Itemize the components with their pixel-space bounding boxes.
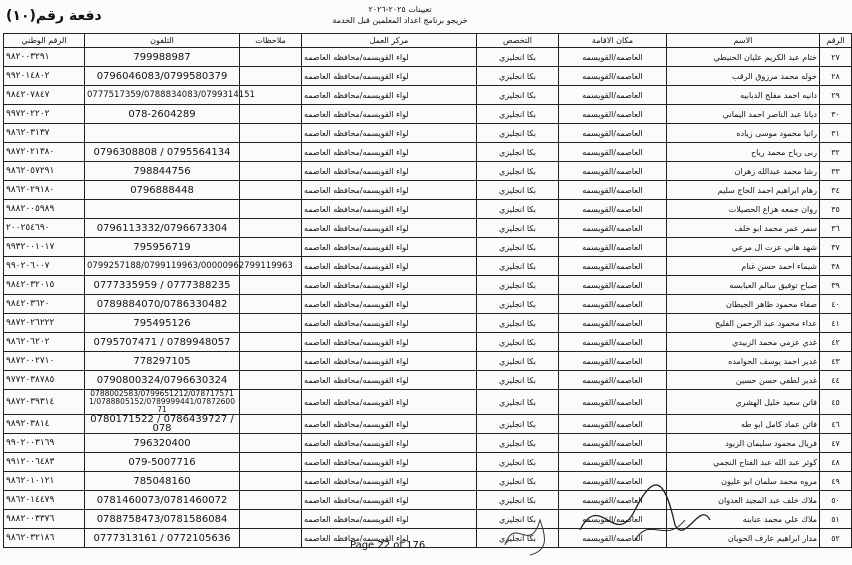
row-name: كوثر عبد الله عبد الفتاح النجمي bbox=[667, 453, 820, 472]
row-residence: العاصمه/القويسمه bbox=[559, 143, 667, 162]
table-row bbox=[4, 105, 852, 124]
table-row bbox=[4, 491, 852, 510]
row-name: غدير احمد يوسف الحوامده bbox=[667, 352, 820, 371]
row-specialty: بكا انجليزي bbox=[477, 371, 559, 390]
row-workplace: لواء القويسمه/محافظه العاصمه bbox=[302, 105, 477, 124]
row-notes bbox=[240, 181, 302, 200]
table-row bbox=[4, 453, 852, 472]
row-num: ٢٨ bbox=[820, 67, 852, 86]
row-phone bbox=[85, 124, 240, 143]
row-national-id: ٩٨٦٢٠٢٩١٨٠ bbox=[4, 181, 85, 200]
row-specialty: بكا انجليزي bbox=[477, 143, 559, 162]
row-workplace: لواء القويسمه/محافظه العاصمه bbox=[302, 257, 477, 276]
table-row bbox=[4, 238, 852, 257]
row-specialty: بكا انجليزي bbox=[477, 238, 559, 257]
row-specialty: بكا انجليزي bbox=[477, 181, 559, 200]
table-row bbox=[4, 314, 852, 333]
row-num: ٣٠ bbox=[820, 105, 852, 124]
row-workplace: لواء القويسمه/محافظه العاصمه bbox=[302, 352, 477, 371]
row-name: خوله محمد مرزوق الرقب bbox=[667, 67, 820, 86]
row-specialty: بكا انجليزي bbox=[477, 510, 559, 529]
row-phone: 0799257188/0799119963/00000962799119963 bbox=[85, 257, 240, 276]
row-notes bbox=[240, 371, 302, 390]
row-phone: 079-5007716 bbox=[85, 453, 240, 472]
row-phone: 0796046083/0799580379 bbox=[85, 67, 240, 86]
row-specialty: بكا انجليزي bbox=[477, 333, 559, 352]
row-num: ٤٢ bbox=[820, 333, 852, 352]
row-num: ٣١ bbox=[820, 124, 852, 143]
row-specialty: بكا انجليزي bbox=[477, 105, 559, 124]
row-national-id: ٩٩٠٢٠٠٣١٦٩ bbox=[4, 434, 85, 453]
row-notes bbox=[240, 333, 302, 352]
table-row bbox=[4, 276, 852, 295]
document-header bbox=[300, 4, 500, 26]
row-residence: العاصمه/القويسمه bbox=[559, 238, 667, 257]
row-national-id: ٩٨٦٢٠٦٢٠٢ bbox=[4, 333, 85, 352]
stamp-mark bbox=[500, 505, 555, 560]
row-num: ٤٦ bbox=[820, 415, 852, 434]
row-workplace: لواء القويسمه/محافظه العاصمه bbox=[302, 162, 477, 181]
row-residence: العاصمه/القويسمه bbox=[559, 257, 667, 276]
row-phone: 0796888448 bbox=[85, 181, 240, 200]
row-residence: العاصمه/القويسمه bbox=[559, 162, 667, 181]
row-national-id: ٩٨٧٢٠٢٦٢٢٢ bbox=[4, 314, 85, 333]
row-name: ملاك علي محمد عنابنه bbox=[667, 510, 820, 529]
row-national-id: ٩٩٠٢٠٦٠٠٧ bbox=[4, 257, 85, 276]
row-specialty: بكا انجليزي bbox=[477, 491, 559, 510]
row-name: عداء محمود عبد الرحمن الفليح bbox=[667, 314, 820, 333]
row-phone: 0780171522 / 0786439727 / 078 bbox=[85, 415, 240, 434]
table-row bbox=[4, 219, 852, 238]
row-num: ٣٨ bbox=[820, 257, 852, 276]
row-num: ٤٧ bbox=[820, 434, 852, 453]
row-national-id: ٩٧٧٢٠٣٨٧٨٥ bbox=[4, 371, 85, 390]
row-phone: 778297105 bbox=[85, 352, 240, 371]
row-num: ٣٣ bbox=[820, 162, 852, 181]
row-phone: 0796308808 / 0795564134 bbox=[85, 143, 240, 162]
appointments-table bbox=[3, 33, 852, 548]
row-name: رشا محمد عبدالله زهران bbox=[667, 162, 820, 181]
row-specialty: بكا انجليزي bbox=[477, 434, 559, 453]
row-workplace: لواء القويسمه/محافظه العاصمه bbox=[302, 295, 477, 314]
row-notes bbox=[240, 200, 302, 219]
row-phone: 0777517359/0788834083/0799314151 bbox=[85, 86, 240, 105]
row-phone: 0777335959 / 0777388235 bbox=[85, 276, 240, 295]
table-row bbox=[4, 510, 852, 529]
row-notes bbox=[240, 529, 302, 548]
row-national-id: ٩٨٦٢٠٥٧٢٩١ bbox=[4, 162, 85, 181]
row-name: شهد هاني عزت ال مرعي bbox=[667, 238, 820, 257]
row-phone: 0795707471 / 0789948057 bbox=[85, 333, 240, 352]
table-row bbox=[4, 333, 852, 352]
row-notes bbox=[240, 510, 302, 529]
row-notes bbox=[240, 143, 302, 162]
row-workplace: لواء القويسمه/محافظه العاصمه bbox=[302, 314, 477, 333]
row-residence: العاصمه/القويسمه bbox=[559, 219, 667, 238]
row-name: صفاء محمود طاهر الجيطان bbox=[667, 295, 820, 314]
col-num-header: الرقم bbox=[820, 34, 852, 48]
table-row bbox=[4, 124, 852, 143]
row-notes bbox=[240, 67, 302, 86]
row-residence: العاصمه/القويسمه bbox=[559, 352, 667, 371]
table-header-row bbox=[4, 34, 852, 48]
row-notes bbox=[240, 238, 302, 257]
row-specialty: بكا انجليزي bbox=[477, 529, 559, 548]
row-workplace: لواء القويسمه/محافظه العاصمه bbox=[302, 491, 477, 510]
row-residence: العاصمه/القويسمه bbox=[559, 453, 667, 472]
row-name: ملاك خلف عبد المجيد العدوان bbox=[667, 491, 820, 510]
table-row bbox=[4, 295, 852, 314]
row-workplace: لواء القويسمه/محافظه العاصمه bbox=[302, 333, 477, 352]
row-workplace: لواء القويسمه/محافظه العاصمه bbox=[302, 415, 477, 434]
row-specialty: بكا انجليزي bbox=[477, 86, 559, 105]
table-row bbox=[4, 162, 852, 181]
row-name: شيماء احمد حسن غنام bbox=[667, 257, 820, 276]
row-notes bbox=[240, 491, 302, 510]
row-num: ٤٩ bbox=[820, 472, 852, 491]
page-number: Page 22 of 176 bbox=[350, 540, 426, 551]
signature-mark bbox=[575, 470, 715, 555]
row-name: صباح توفيق سالم العبابسه bbox=[667, 276, 820, 295]
row-phone: 0789884070/0786330482 bbox=[85, 295, 240, 314]
row-name: فاتن عماد كامل ابو طه bbox=[667, 415, 820, 434]
row-name: مروه محمد سلمان ابو عليون bbox=[667, 472, 820, 491]
row-name: روان جمعه هزاع الحصيلات bbox=[667, 200, 820, 219]
row-residence: العاصمه/القويسمه bbox=[559, 86, 667, 105]
row-notes bbox=[240, 352, 302, 371]
row-workplace: لواء القويسمه/محافظه العاصمه bbox=[302, 238, 477, 257]
row-national-id: ٩٨٦٢٠١٤٤٧٩ bbox=[4, 491, 85, 510]
row-specialty: بكا انجليزي bbox=[477, 295, 559, 314]
row-national-id: ٩٨٦٢٠١٠١٢١ bbox=[4, 472, 85, 491]
row-workplace: لواء القويسمه/محافظه العاصمه bbox=[302, 124, 477, 143]
table-row bbox=[4, 257, 852, 276]
row-num: ٤٥ bbox=[820, 390, 852, 415]
row-residence: العاصمه/القويسمه bbox=[559, 434, 667, 453]
row-num: ٥٢ bbox=[820, 529, 852, 548]
table-row bbox=[4, 67, 852, 86]
row-national-id: ٩٩٢٠١٤٨٠٢ bbox=[4, 67, 85, 86]
row-name: فريال محمود سليمان الزيود bbox=[667, 434, 820, 453]
row-notes bbox=[240, 276, 302, 295]
row-workplace: لواء القويسمه/محافظه العاصمه bbox=[302, 371, 477, 390]
table-row bbox=[4, 86, 852, 105]
table-row bbox=[4, 529, 852, 548]
row-notes bbox=[240, 314, 302, 333]
col-workplace-header: مركز العمل bbox=[302, 34, 477, 48]
row-workplace: لواء القويسمه/محافظه العاصمه bbox=[302, 434, 477, 453]
row-workplace: لواء القويسمه/محافظه العاصمه bbox=[302, 510, 477, 529]
row-residence: العاصمه/القويسمه bbox=[559, 472, 667, 491]
row-phone: 796320400 bbox=[85, 434, 240, 453]
row-num: ٣٥ bbox=[820, 200, 852, 219]
row-notes bbox=[240, 105, 302, 124]
col-phone-header: التلفون bbox=[85, 34, 240, 48]
row-workplace: لواء القويسمه/محافظه العاصمه bbox=[302, 529, 477, 548]
row-notes bbox=[240, 124, 302, 143]
table-row bbox=[4, 415, 852, 434]
table-row bbox=[4, 352, 852, 371]
row-specialty: بكا انجليزي bbox=[477, 200, 559, 219]
row-notes bbox=[240, 295, 302, 314]
row-specialty: بكا انجليزي bbox=[477, 352, 559, 371]
row-name: سمر عمر محمد ابو خلف bbox=[667, 219, 820, 238]
row-num: ٥٠ bbox=[820, 491, 852, 510]
row-residence: العاصمه/القويسمه bbox=[559, 510, 667, 529]
row-notes bbox=[240, 162, 302, 181]
row-national-id: ٩٨٢٠٠٣٢٩١ bbox=[4, 48, 85, 67]
row-num: ٣٩ bbox=[820, 276, 852, 295]
row-specialty: بكا انجليزي bbox=[477, 257, 559, 276]
table-row bbox=[4, 181, 852, 200]
row-num: ٣٧ bbox=[820, 238, 852, 257]
row-notes bbox=[240, 219, 302, 238]
row-national-id: ٩٨٨٢٠٠٥٩٨٩ bbox=[4, 200, 85, 219]
row-num: ٣٤ bbox=[820, 181, 852, 200]
row-national-id: ٩٩٧٢٠٢٢٠٢ bbox=[4, 105, 85, 124]
row-num: ٤١ bbox=[820, 314, 852, 333]
row-residence: العاصمه/القويسمه bbox=[559, 415, 667, 434]
row-residence: العاصمه/القويسمه bbox=[559, 67, 667, 86]
row-name: غدير لطفي حسن حسين bbox=[667, 371, 820, 390]
row-specialty: بكا انجليزي bbox=[477, 162, 559, 181]
row-name: رهام ابراهيم احمد الحاج سليم bbox=[667, 181, 820, 200]
row-residence: العاصمه/القويسمه bbox=[559, 371, 667, 390]
row-specialty: بكا انجليزي bbox=[477, 415, 559, 434]
row-phone: 0790800324/0796630324 bbox=[85, 371, 240, 390]
row-residence: العاصمه/القويسمه bbox=[559, 295, 667, 314]
col-nid-header: الرقم الوطني bbox=[4, 34, 85, 48]
row-national-id: ٩٨٨٢٠٠٣٣٧٦ bbox=[4, 510, 85, 529]
row-national-id: ٩٨٤٢٠٣٢٠١٥ bbox=[4, 276, 85, 295]
row-residence: العاصمه/القويسمه bbox=[559, 276, 667, 295]
row-workplace: لواء القويسمه/محافظه العاصمه bbox=[302, 48, 477, 67]
row-name: ربى رياح محمد رياح bbox=[667, 143, 820, 162]
row-workplace: لواء القويسمه/محافظه العاصمه bbox=[302, 86, 477, 105]
batch-label: دفعة رقم(١٠) bbox=[6, 8, 102, 24]
row-notes bbox=[240, 415, 302, 434]
row-residence: العاصمه/القويسمه bbox=[559, 105, 667, 124]
col-name-header: الاسم bbox=[667, 34, 820, 48]
row-workplace: لواء القويسمه/محافظه العاصمه bbox=[302, 200, 477, 219]
row-residence: العاصمه/القويسمه bbox=[559, 529, 667, 548]
row-phone bbox=[85, 200, 240, 219]
row-phone: 799988987 bbox=[85, 48, 240, 67]
row-name: رانيا محمود موسى زياده bbox=[667, 124, 820, 143]
row-specialty: بكا انجليزي bbox=[477, 472, 559, 491]
row-phone: 798844756 bbox=[85, 162, 240, 181]
col-residence-header: مكان الاقامة bbox=[559, 34, 667, 48]
row-national-id: ٩٨٤٢٠٣٦٢٠ bbox=[4, 295, 85, 314]
row-workplace: لواء القويسمه/محافظه العاصمه bbox=[302, 143, 477, 162]
row-workplace: لواء القويسمه/محافظه العاصمه bbox=[302, 181, 477, 200]
row-specialty: بكا انجليزي bbox=[477, 276, 559, 295]
row-national-id: ٩٨٧٢٠٠٢٧١٠ bbox=[4, 352, 85, 371]
row-num: ٣٢ bbox=[820, 143, 852, 162]
row-residence: العاصمه/القويسمه bbox=[559, 314, 667, 333]
row-phone: 0788758473/0781586084 bbox=[85, 510, 240, 529]
row-phone: 0781460073/0781460072 bbox=[85, 491, 240, 510]
row-phone: 785048160 bbox=[85, 472, 240, 491]
row-num: ٢٩ bbox=[820, 86, 852, 105]
row-workplace: لواء القويسمه/محافظه العاصمه bbox=[302, 219, 477, 238]
table-row bbox=[4, 48, 852, 67]
table-row bbox=[4, 472, 852, 491]
row-national-id: ٩٩٣٢٠٠١٠١٧ bbox=[4, 238, 85, 257]
row-phone: 795495126 bbox=[85, 314, 240, 333]
row-num: ٤٠ bbox=[820, 295, 852, 314]
row-num: ٤٣ bbox=[820, 352, 852, 371]
row-num: ٣٦ bbox=[820, 219, 852, 238]
row-workplace: لواء القويسمه/محافظه العاصمه bbox=[302, 276, 477, 295]
row-national-id: ٢٠٠٢٥٤٦٩٠ bbox=[4, 219, 85, 238]
header-line-1: تعيينات ٢٠٢٥-٢٠٢٦ bbox=[368, 5, 432, 14]
row-national-id: ٩٨٧٢٠٢١٣٨٠ bbox=[4, 143, 85, 162]
table-row bbox=[4, 434, 852, 453]
row-residence: العاصمه/القويسمه bbox=[559, 390, 667, 415]
table-row bbox=[4, 390, 852, 415]
row-workplace: لواء القويسمه/محافظه العاصمه bbox=[302, 390, 477, 415]
row-phone: 0777313161 / 0772105636 bbox=[85, 529, 240, 548]
row-notes bbox=[240, 390, 302, 415]
row-residence: العاصمه/القويسمه bbox=[559, 48, 667, 67]
table-row bbox=[4, 371, 852, 390]
row-phone: 0788002583/0799651212/0787175711/0788805152/0789999441/0787260071 bbox=[85, 390, 240, 415]
table-row bbox=[4, 200, 852, 219]
row-notes bbox=[240, 472, 302, 491]
row-national-id: ٩٨٧٢٠٣٩٣١٤ bbox=[4, 390, 85, 415]
row-name: مدار ابراهيم عارف الحويان bbox=[667, 529, 820, 548]
col-notes-header: ملاحظات bbox=[240, 34, 302, 48]
header-line-2: خريجو برنامج اعداد المعلمين قبل الخدمة bbox=[332, 16, 468, 25]
row-num: ٥١ bbox=[820, 510, 852, 529]
row-residence: العاصمه/القويسمه bbox=[559, 491, 667, 510]
row-workplace: لواء القويسمه/محافظه العاصمه bbox=[302, 472, 477, 491]
row-national-id: ٩٨٤٢٠٧٨٤٧ bbox=[4, 86, 85, 105]
row-name: فاتن سعيد خليل الهشري bbox=[667, 390, 820, 415]
row-workplace: لواء القويسمه/محافظه العاصمه bbox=[302, 67, 477, 86]
row-notes bbox=[240, 434, 302, 453]
row-residence: العاصمه/القويسمه bbox=[559, 181, 667, 200]
row-num: ٤٤ bbox=[820, 371, 852, 390]
row-specialty: بكا انجليزي bbox=[477, 219, 559, 238]
row-residence: العاصمه/القويسمه bbox=[559, 124, 667, 143]
row-phone: 0796113332/0796673304 bbox=[85, 219, 240, 238]
row-specialty: بكا انجليزي bbox=[477, 390, 559, 415]
row-national-id: ٩٨٦٢٠٣١٣٧ bbox=[4, 124, 85, 143]
row-residence: العاصمه/القويسمه bbox=[559, 200, 667, 219]
row-name: غدي عزمي محمد الزبيدي bbox=[667, 333, 820, 352]
row-workplace: لواء القويسمه/محافظه العاصمه bbox=[302, 453, 477, 472]
row-specialty: بكا انجليزي bbox=[477, 67, 559, 86]
row-phone: 795956719 bbox=[85, 238, 240, 257]
row-num: ٢٧ bbox=[820, 48, 852, 67]
row-name: دانيه احمد مفلح الدبابيه bbox=[667, 86, 820, 105]
col-specialty-header: التخصص bbox=[477, 34, 559, 48]
table-row bbox=[4, 143, 852, 162]
row-national-id: ٩٩١٢٠٠٦٤٨٣ bbox=[4, 453, 85, 472]
row-name: ديانا عبد الناصر احمد اليماني bbox=[667, 105, 820, 124]
row-specialty: بكا انجليزي bbox=[477, 453, 559, 472]
row-national-id: ٩٨٩٢٠٣٨١٤ bbox=[4, 415, 85, 434]
row-residence: العاصمه/القويسمه bbox=[559, 333, 667, 352]
row-phone: 078-2604289 bbox=[85, 105, 240, 124]
row-name: ختام عبد الكريم عليان الحنيطي bbox=[667, 48, 820, 67]
row-specialty: بكا انجليزي bbox=[477, 314, 559, 333]
row-notes bbox=[240, 48, 302, 67]
row-specialty: بكا انجليزي bbox=[477, 48, 559, 67]
row-num: ٤٨ bbox=[820, 453, 852, 472]
row-specialty: بكا انجليزي bbox=[477, 124, 559, 143]
row-notes bbox=[240, 453, 302, 472]
row-national-id: ٩٨٦٢٠٣٢١٨٦ bbox=[4, 529, 85, 548]
